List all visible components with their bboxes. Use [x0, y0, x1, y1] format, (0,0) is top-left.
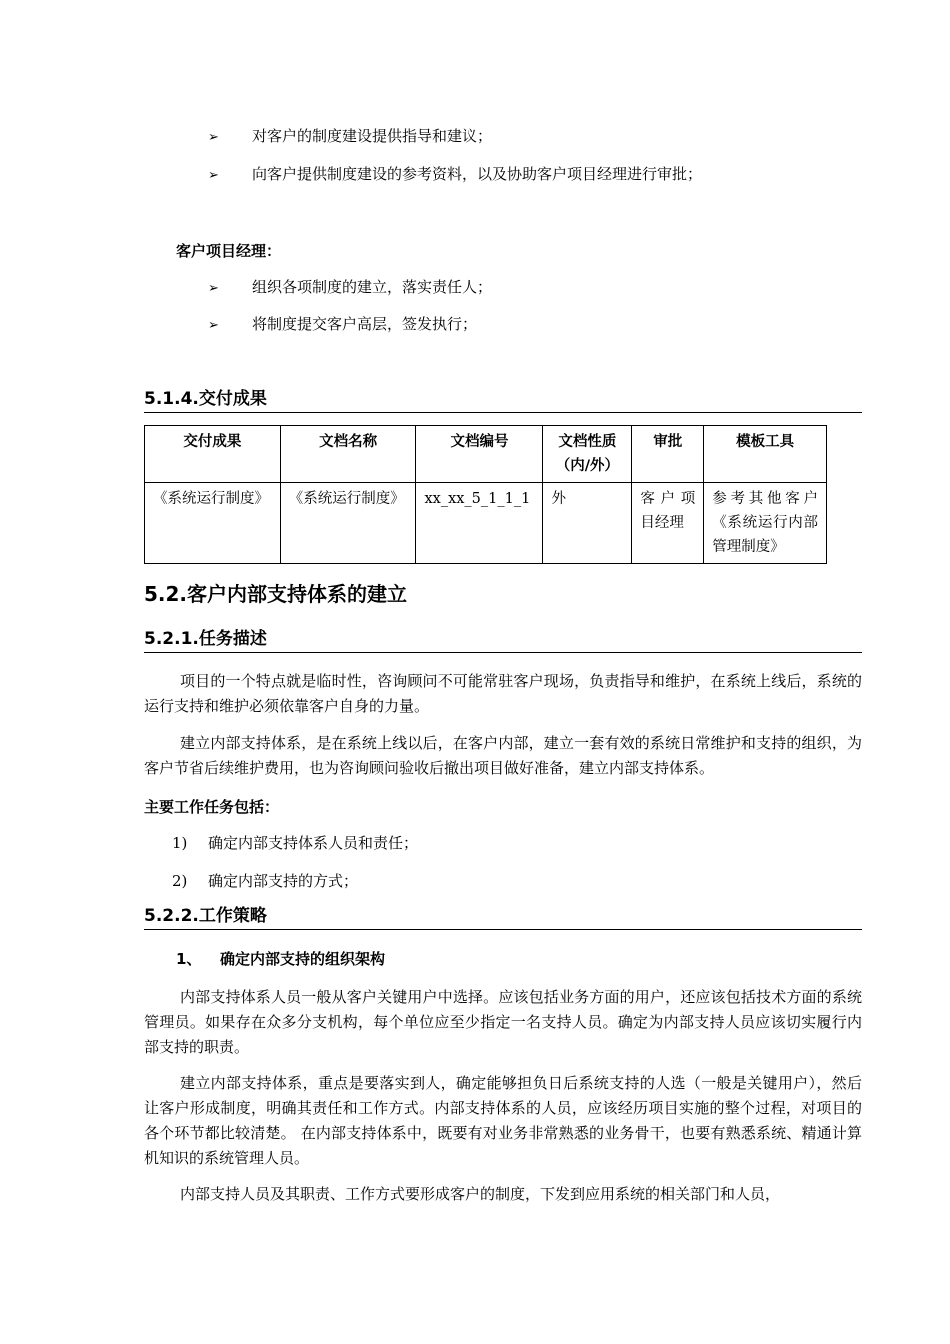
section-heading-5-2-2: 5.2.2.工作策略	[144, 905, 862, 930]
table-header-cell: 交付成果	[145, 426, 281, 483]
sub-heading-text: 确定内部支持的组织架构	[220, 950, 386, 968]
paragraph: 内部支持人员及其职责、工作方式要形成客户的制度，下发到应用系统的相关部门和人员，	[180, 1185, 781, 1203]
bullet-text: 将制度提交客户高层，签发执行；	[252, 315, 478, 333]
section-heading-5-2: 5.2.客户内部支持体系的建立	[144, 582, 408, 606]
bullet-text: 对客户的制度建设提供指导和建议；	[252, 127, 493, 145]
section-heading-5-1-4: 5.1.4.交付成果	[144, 388, 862, 413]
table-header-row	[145, 426, 827, 483]
table-header-cell: 文档名称	[280, 426, 416, 483]
bullet-item	[208, 163, 702, 185]
sub-heading-number: 1、	[176, 950, 202, 968]
arrow-bullet-icon: ➢	[208, 281, 219, 296]
bullet-text: 组织各项制度的建立，落实责任人；	[252, 278, 493, 296]
list-number: 1)	[172, 834, 188, 852]
paragraph: 建立内部支持体系，重点是要落实到人，确定能够担负日后系统支持的人选（一般是关键用户），然后让客户形成制度，明确其责任和工作方式。内部支持体系的人员，应该经历项目实施的整个过程，对项目的各个环节都比较清楚。 在内部支持体系中，既要有对业务非常熟悉的业务骨干，也要有熟悉系统、精通计算机知识的系统管理人员。	[144, 1074, 862, 1167]
deliverables-table	[144, 425, 827, 564]
table-header-cell: 模板工具	[704, 426, 827, 483]
list-item	[172, 870, 358, 892]
client-pm-label: 客户项目经理：	[176, 242, 282, 260]
bullet-text: 向客户提供制度建设的参考资料，以及协助客户项目经理进行审批；	[252, 165, 703, 183]
table-cell: 《系统运行制度》	[280, 483, 416, 564]
table-cell: 外	[543, 483, 632, 564]
section-heading-5-2-1: 5.2.1.任务描述	[144, 628, 862, 653]
table-cell: 《系统运行制度》	[145, 483, 281, 564]
arrow-bullet-icon: ➢	[208, 168, 219, 183]
list-text: 确定内部支持的方式；	[208, 872, 359, 890]
sub-heading	[176, 948, 385, 969]
arrow-bullet-icon: ➢	[208, 318, 219, 333]
paragraph: 内部支持体系人员一般从客户关键用户中选择。应该包括业务方面的用户，还应该包括技术方面的系统管理员。如果存在众多分支机构，每个单位应至少指定一名支持人员。确定为内部支持人员应该切实履行内部支持的职责。	[144, 988, 862, 1056]
bullet-item	[208, 276, 492, 298]
list-text: 确定内部支持体系人员和责任；	[208, 834, 419, 852]
table-row	[145, 483, 827, 564]
bullet-item	[208, 313, 477, 335]
table-header-cell: 文档性质（内/外）	[543, 426, 632, 483]
bullet-item	[208, 125, 492, 147]
table-cell: xx_xx_5_1_1_1	[416, 483, 543, 564]
paragraph: 建立内部支持体系，是在系统上线以后，在客户内部，建立一套有效的系统日常维护和支持的组织，为客户节省后续维护费用，也为咨询顾问验收后撤出项目做好准备，建立内部支持体系。	[144, 734, 862, 777]
table-cell: 参考其他客户《系统运行内部管理制度》	[704, 483, 827, 564]
tasks-label: 主要工作任务包括：	[144, 798, 280, 816]
table-header-cell: 审批	[632, 426, 704, 483]
list-number: 2)	[172, 872, 188, 890]
list-item	[172, 832, 418, 854]
table-header-cell: 文档编号	[416, 426, 543, 483]
table-cell: 客户项目经理	[632, 483, 704, 564]
paragraph: 项目的一个特点就是临时性，咨询顾问不可能常驻客户现场，负责指导和维护，在系统上线后，系统的运行支持和维护必须依靠客户自身的力量。	[144, 672, 862, 715]
arrow-bullet-icon: ➢	[208, 130, 219, 145]
